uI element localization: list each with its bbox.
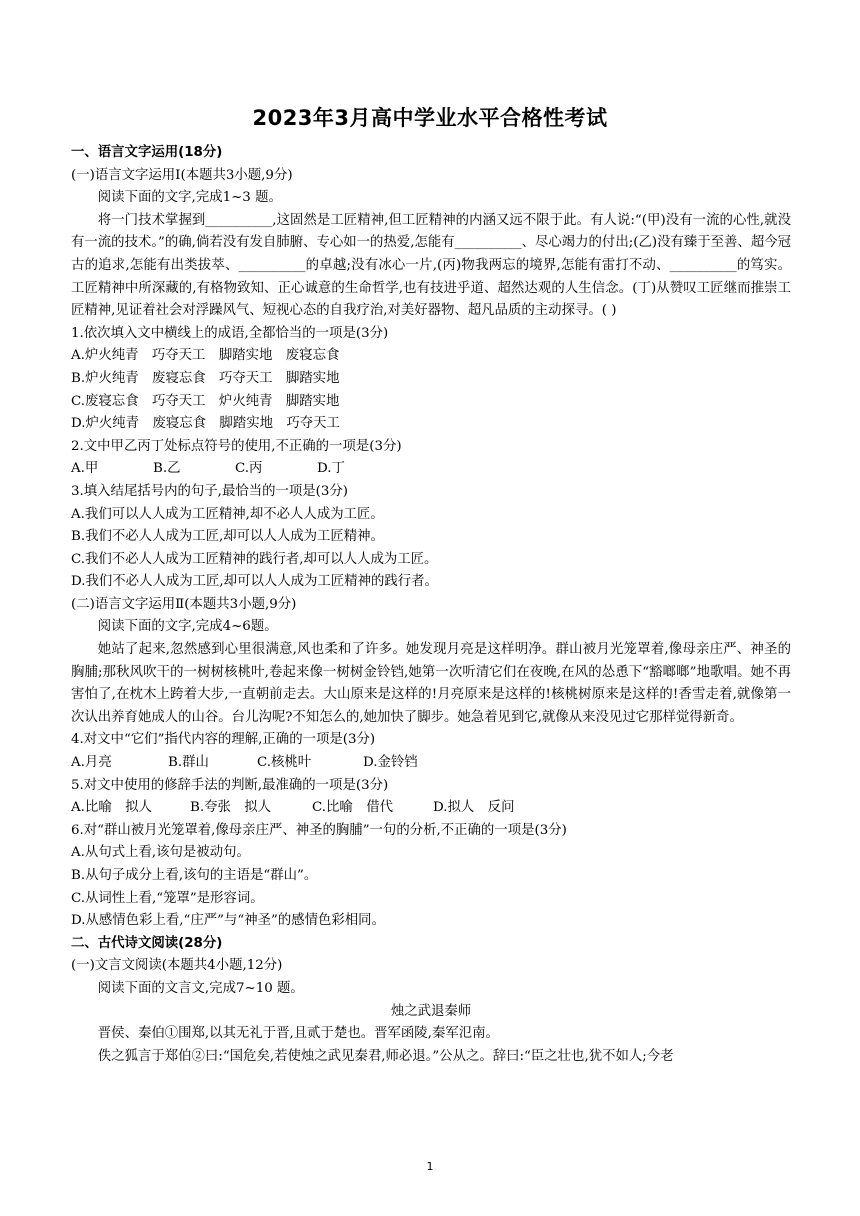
passage1: 将一门技术掌握到__________,这固然是工匠精神,但工匠精神的内涵又远不限于此。有人说:“(甲)没有一流的心性,就没有一流的技术。”的确,倘若没有发自肺腑、专心如一的热爱,怎能有__________、尽心竭力的付出;(乙)没有臻于至善、超今冠古的追求,怎能有出类拔萃、__________的卓越;没有冰心一片,(丙)物我两忘的境界,怎能有雷打不动、__________的笃实。工匠精神中所深藏的,有格物致知、正心诚意的生命哲学,也有技进乎道、超然达观的人生信念。(丁)从赞叹工匠继而推崇工匠精神,见证着社会对浮躁风气、短视心态的自我疗治,对美好器物、超凡品质的主动探寻。( ) [71,212,791,319]
essay-paragraph-1: 晋侯、秦伯①围郑,以其无礼于晋,且贰于楚也。晋军函陵,秦军氾南。 [97,1026,499,1042]
section2-heading: 二、古代诗文阅读(28分) [71,935,223,951]
essay-title: 烛之武退秦师 [390,1003,472,1019]
question-5: 5.对文中使用的修辞手法的判断,最准确的一项是(3分) [71,777,389,793]
q6-option-c: C.从词性上看,“笼罩”是形容词。 [71,890,264,906]
q3-option-d: D.我们不必人人成为工匠,却可以人人成为工匠精神的践行者。 [71,574,438,590]
q1-option-c: C.废寝忘食 巧夺天工 炉火纯青 脚踏实地 [71,393,340,409]
q6-option-d: D.从感情色彩上看,“庄严”与“神圣”的感情色彩相同。 [71,913,385,929]
q4-option-a: A.月亮 [71,755,112,771]
question-4: 4.对文中“它们”指代内容的理解,正确的一项是(3分) [71,732,376,748]
q3-option-a: A.我们可以人人成为工匠精神,却不必人人成为工匠。 [71,506,384,522]
q2-option-c: C.丙 [235,461,263,477]
section2-part1-instruction: 阅读下面的文言文,完成7~10 题。 [97,980,304,996]
q5-options [71,797,791,820]
q4-option-d: D.金铃铛 [363,755,418,771]
q3-option-b: B.我们不必人人成为工匠,却可以人人成为工匠精神。 [71,529,384,545]
q6-option-b: B.从句子成分上看,该句的主语是“群山”。 [71,868,318,883]
q2-option-b: B.乙 [153,461,181,477]
section1-heading: 一、语言文字运用(18分) [71,145,223,160]
essay-paragraph-2: 佚之狐言于郑伯②曰:“国危矣,若使烛之武见秦君,师必退。”公从之。辞曰:“臣之壮也,犹不如人;今老 [97,1048,674,1064]
question-2: 2.文中甲乙丙丁处标点符号的使用,不正确的一项是(3分) [71,438,402,454]
q2-option-a: A.甲 [71,461,99,477]
question-3: 3.填入结尾括号内的句子,最恰当的一项是(3分) [71,483,349,499]
part1-heading: (一)语言文字运用Ⅰ(本题共3小题,9分) [71,167,293,183]
page-title: 2023年3月高中学业水平合格性考试 [252,106,608,130]
question-1: 1.依次填入文中横线上的成语,全都恰当的一项是(3分) [71,325,389,341]
q3-option-c: C.我们不必人人成为工匠精神的践行者,却可以人人成为工匠。 [71,551,438,567]
q4-options [71,752,791,775]
q1-option-a: A.炉火纯青 巧夺天工 脚踏实地 废寝忘食 [71,348,340,364]
q1-option-b: B.炉火纯青 废寝忘食 巧夺天工 脚踏实地 [71,370,340,386]
part1-instruction: 阅读下面的文字,完成1~3 题。 [97,190,282,206]
q2-option-d: D.丁 [317,461,345,477]
page-number: 1 [426,1160,434,1173]
passage2: 她站了起来,忽然感到心里很满意,风也柔和了许多。她发现月亮是这样明净。群山被月光笼罩着,像母亲庄严、神圣的胸脯;那秋风吹干的一树树核桃叶,卷起来像一树树金铃铛,她第一次听清它们在夜晚,在风的怂恿下“豁啷啷”地歌唱。她不再害怕了,在枕木上跨着大步,一直朝前走去。大山原来是这样的!月亮原来是这样的!核桃树原来是这样的!香雪走着,就像第一次认出养育她成人的山谷。台儿沟呢?不知怎么的,她加快了脚步。她急着见到它,就像从来没见过它那样觉得新奇。 [71,642,791,725]
exam-content [71,142,791,1068]
q5-option-a: A.比喻 拟人 [71,800,152,816]
q4-option-c: C.核桃叶 [257,755,312,771]
q5-option-c: C.比喻 借代 [312,800,393,816]
question-6: 6.对“群山被月光笼罩着,像母亲庄严、神圣的胸脯”一句的分析,不正确的一项是(3分) [71,822,567,838]
q2-options [71,458,791,481]
section2-part1-heading: (一)文言文阅读(本题共4小题,12分) [71,958,283,974]
part2-heading: (二)语言文字运用Ⅱ(本题共3小题,9分) [71,596,297,612]
q1-option-d: D.炉火纯青 废寝忘食 脚踏实地 巧夺天工 [71,416,340,432]
q4-option-b: B.群山 [168,755,209,771]
q6-option-a: A.从句式上看,该句是被动句。 [71,845,250,861]
q5-option-d: D.拟人 反问 [433,800,515,816]
q5-option-b: B.夸张 拟人 [190,800,272,816]
part2-instruction: 阅读下面的文字,完成4~6题。 [97,619,278,635]
